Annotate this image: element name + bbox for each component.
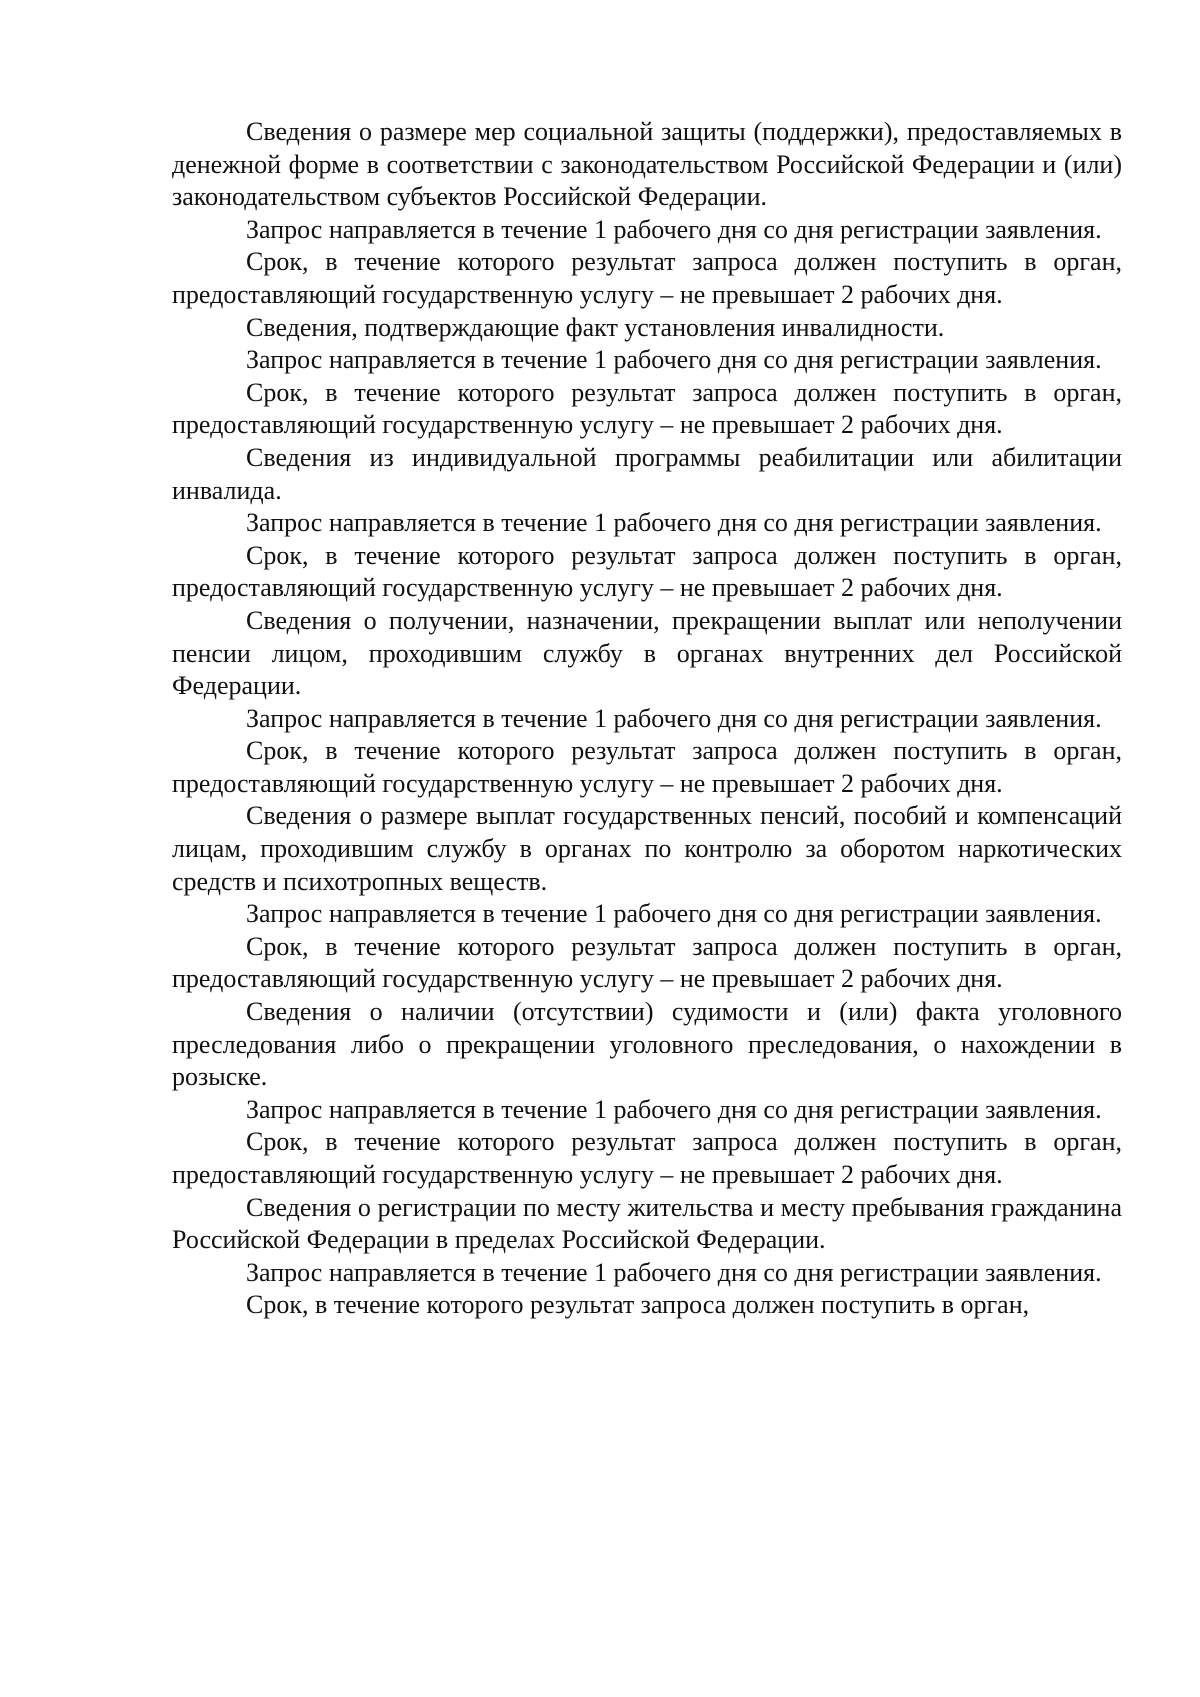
paragraph-response-deadline: Срок, в течение которого результат запроса должен поступить в орган, предоставляющий государственную услугу – не превышает 2 рабочих дня.: [172, 931, 1122, 994]
paragraph-residence-registration: Сведения о регистрации по месту жительства и месту пребывания гражданина Российской Федерации в пределах Российской Федерации.: [172, 1192, 1122, 1255]
paragraph-response-deadline: Срок, в течение которого результат запроса должен поступить в орган, предоставляющий государственную услугу – не превышает 2 рабочих дня.: [172, 247, 1122, 309]
paragraph-drug-control-pensions: Сведения о размере выплат государственных пенсий, пособий и компенсаций лицам, проходившим службу в органах по контролю за оборотом наркотических средств и психотропных веществ.: [172, 801, 1122, 896]
paragraph-response-deadline: Срок, в течение которого результат запроса должен поступить в орган, предоставляющий государственную услугу – не превышает 2 рабочих дня.: [172, 736, 1122, 798]
paragraph-response-deadline: Срок, в течение которого результат запроса должен поступить в орган, предоставляющий государственную услугу – не превышает 2 рабочих дня.: [172, 1127, 1122, 1189]
paragraph-response-deadline: Срок, в течение которого результат запроса должен поступить в орган, предоставляющий государственную услугу – не превышает 2 рабочих дня.: [172, 377, 1122, 440]
paragraph-request-timing: Запрос направляется в течение 1 рабочего дня со дня регистрации заявления.: [246, 899, 1102, 929]
paragraph-social-support-amount: Сведения о размере мер социальной защиты (поддержки), предоставляемых в денежной форме в соответствии с законодательством Российской Федерации и (или) законодательством субъектов Российской Федерации.: [172, 117, 1122, 212]
paragraph-criminal-record: Сведения о наличии (отсутствии) судимости и (или) факта уголовного преследования либо о прекращении уголовного преследования, о нахождении в розыске.: [172, 997, 1122, 1092]
paragraph-disability-confirmation: Сведения, подтверждающие факт установления инвалидности.: [246, 312, 945, 342]
paragraph-request-timing: Запрос направляется в течение 1 рабочего дня со дня регистрации заявления.: [246, 345, 1102, 375]
paragraph-request-timing: Запрос направляется в течение 1 рабочего дня со дня регистрации заявления.: [246, 1094, 1102, 1124]
paragraph-response-deadline-partial: Срок, в течение которого результат запроса должен поступить в орган,: [246, 1290, 1030, 1320]
paragraph-request-timing: Запрос направляется в течение 1 рабочего дня со дня регистрации заявления.: [246, 1257, 1102, 1287]
document-page: [172, 116, 1122, 1322]
paragraph-request-timing: Запрос направляется в течение 1 рабочего дня со дня регистрации заявления.: [246, 703, 1102, 733]
paragraph-rehabilitation-program: Сведения из индивидуальной программы реабилитации или абилитации инвалида.: [172, 442, 1122, 505]
paragraph-response-deadline: Срок, в течение которого результат запроса должен поступить в орган, предоставляющий государственную услугу – не превышает 2 рабочих дня.: [172, 540, 1122, 603]
paragraph-request-timing: Запрос направляется в течение 1 рабочего дня со дня регистрации заявления.: [246, 214, 1102, 244]
paragraph-internal-affairs-pension: Сведения о получении, назначении, прекращении выплат или неполучении пенсии лицом, проходившим службу в органах внутренних дел Российской Федерации.: [172, 605, 1122, 701]
paragraph-request-timing: Запрос направляется в течение 1 рабочего дня со дня регистрации заявления.: [246, 508, 1102, 538]
